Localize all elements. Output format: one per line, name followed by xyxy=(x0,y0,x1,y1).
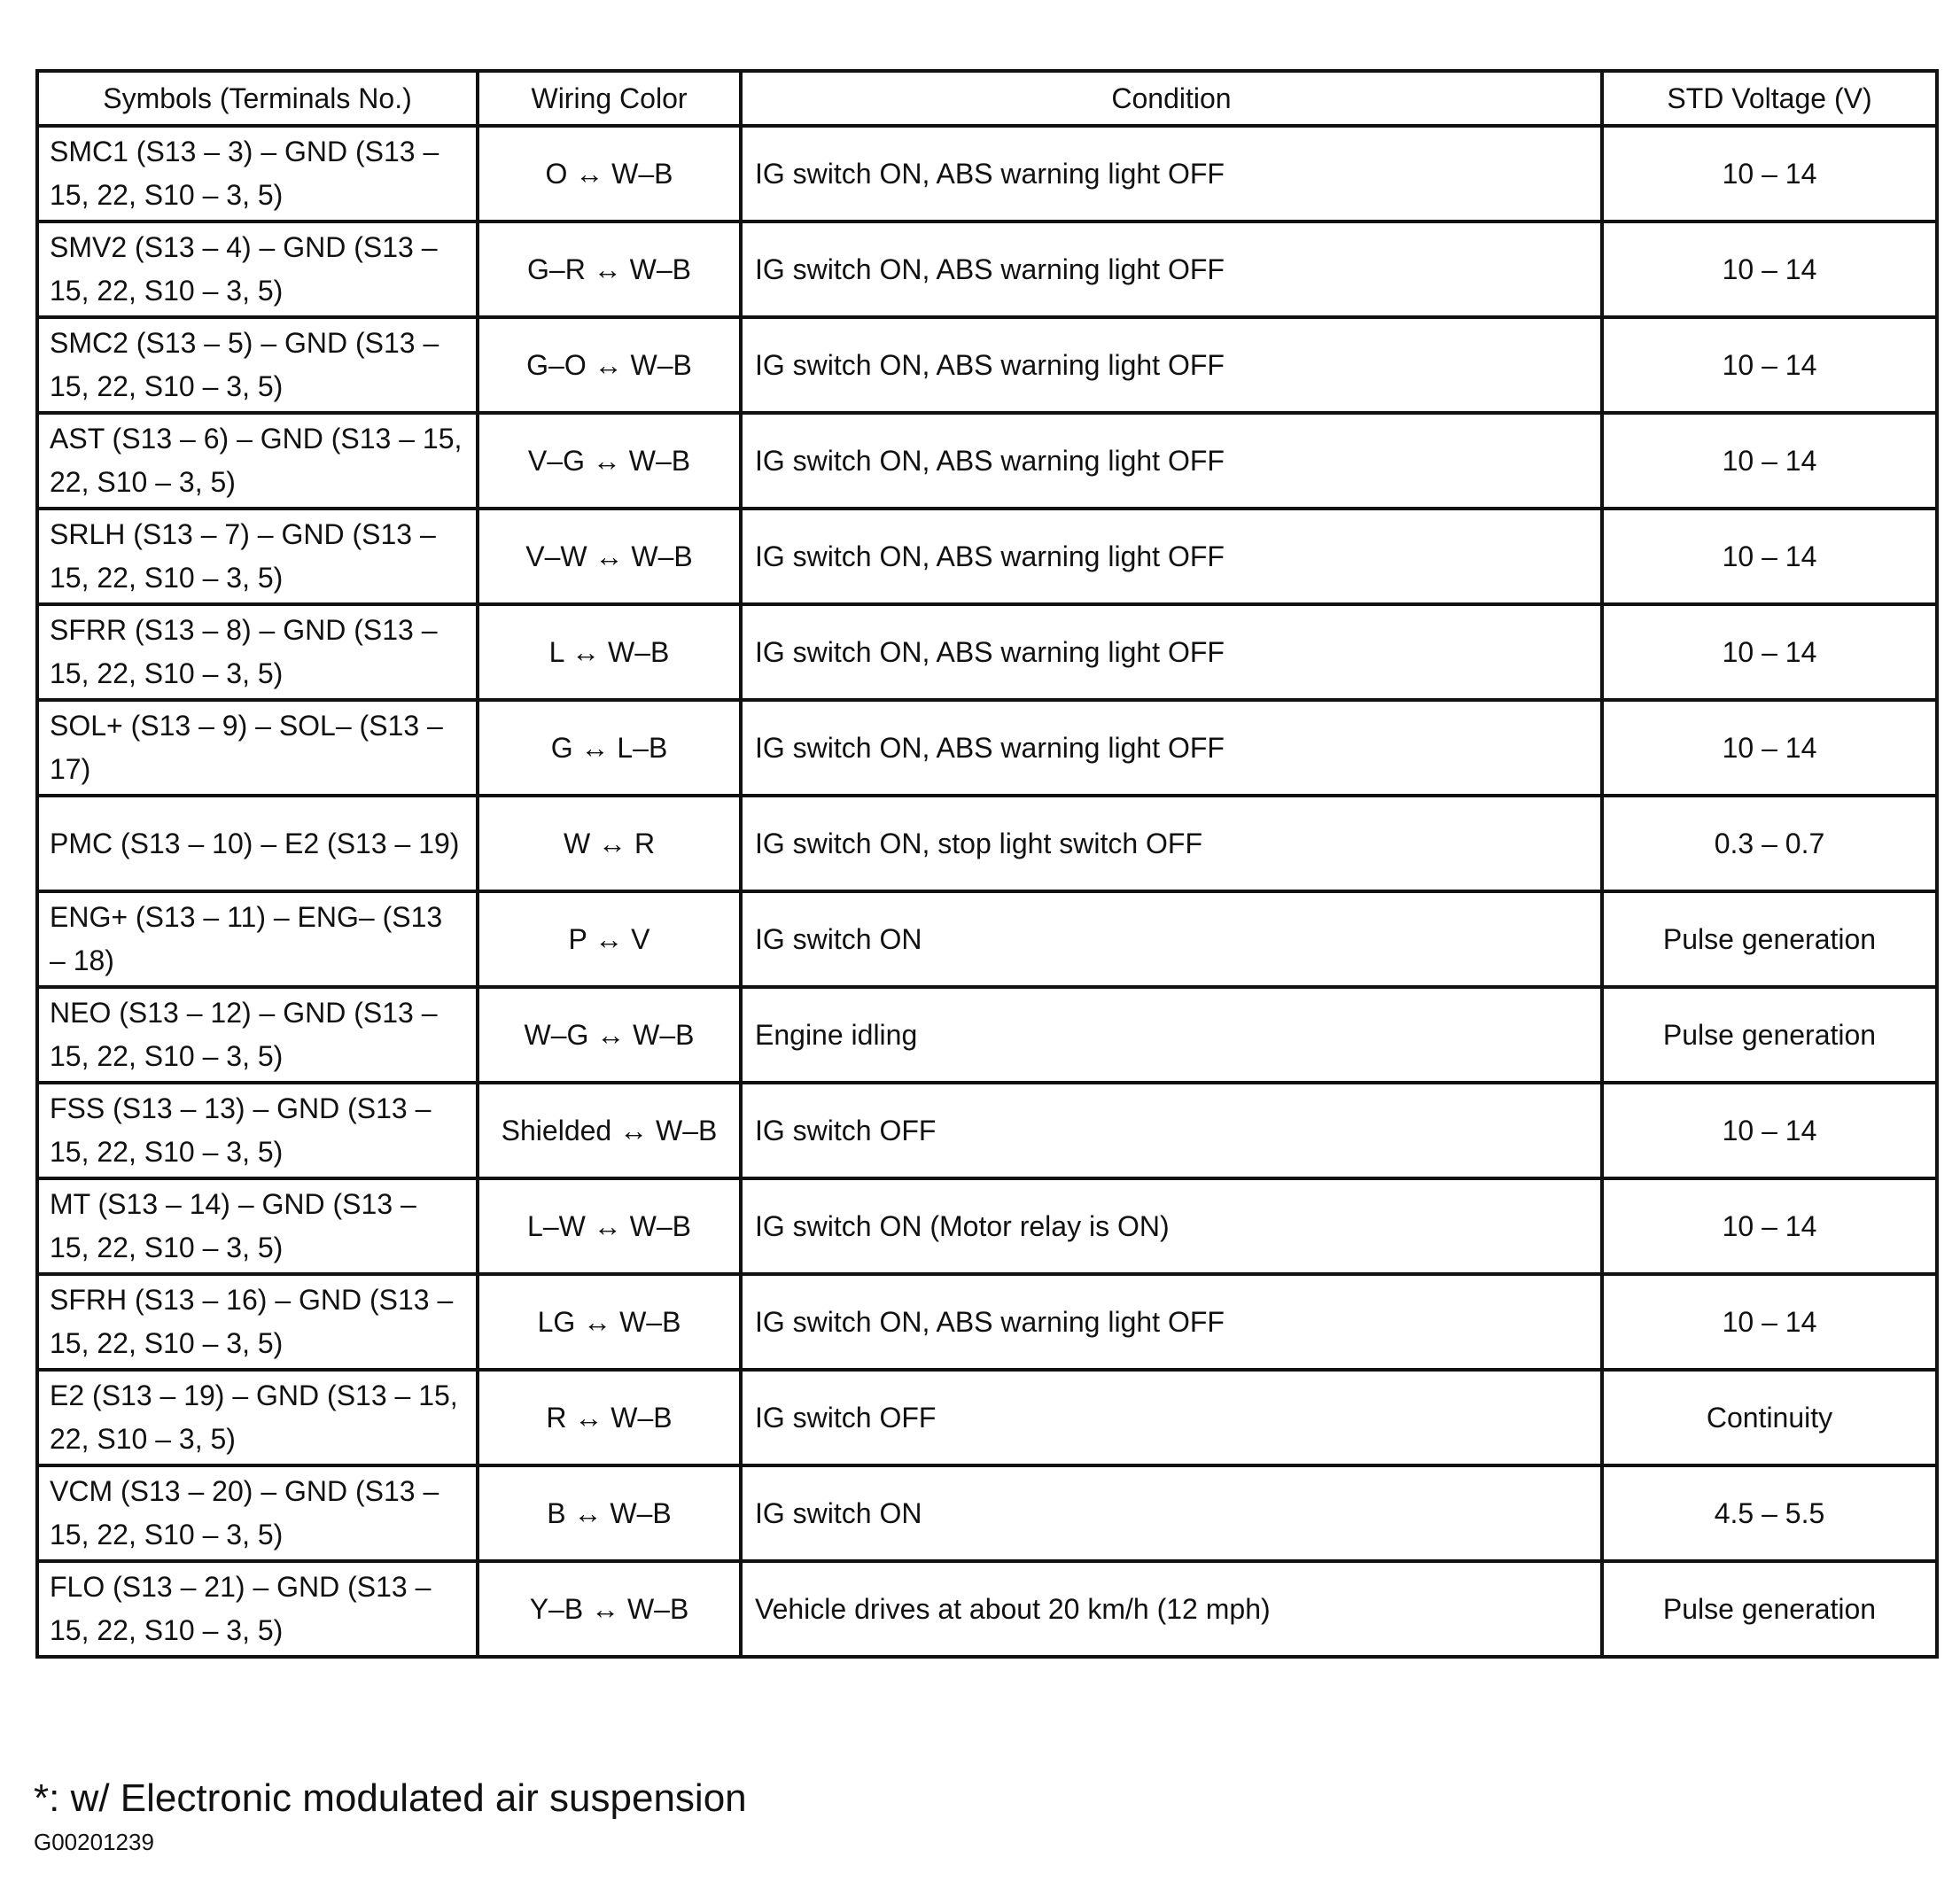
cell-wiring-color: R ↔ W–B xyxy=(478,1370,741,1465)
cell-wiring-color: V–W ↔ W–B xyxy=(478,509,741,604)
cell-wiring-color: G ↔ L–B xyxy=(478,700,741,796)
table-row xyxy=(37,1561,1937,1657)
table-row xyxy=(37,1178,1937,1274)
header-row xyxy=(37,71,1937,126)
cell-symbols: SFRR (S13 – 8) – GND (S13 – 15, 22, S10 – 3, 5) xyxy=(37,604,478,700)
cell-condition: Engine idling xyxy=(741,987,1602,1083)
table-row xyxy=(37,221,1937,317)
cell-condition: Vehicle drives at about 20 km/h (12 mph) xyxy=(741,1561,1602,1657)
cell-symbols: SMC2 (S13 – 5) – GND (S13 – 15, 22, S10 – 3, 5) xyxy=(37,317,478,413)
cell-std-voltage: 10 – 14 xyxy=(1602,1083,1937,1178)
cell-symbols: FLO (S13 – 21) – GND (S13 – 15, 22, S10 – 3, 5) xyxy=(37,1561,478,1657)
cell-symbols: FSS (S13 – 13) – GND (S13 – 15, 22, S10 – 3, 5) xyxy=(37,1083,478,1178)
table-row xyxy=(37,987,1937,1083)
cell-condition: IG switch ON, ABS warning light OFF xyxy=(741,700,1602,796)
cell-std-voltage: 10 – 14 xyxy=(1602,126,1937,221)
table-row xyxy=(37,1274,1937,1370)
header-condition: Condition xyxy=(741,71,1602,126)
table-row xyxy=(37,700,1937,796)
cell-wiring-color: W–G ↔ W–B xyxy=(478,987,741,1083)
cell-std-voltage: Pulse generation xyxy=(1602,891,1937,987)
table-header xyxy=(37,71,1937,126)
cell-symbols: VCM (S13 – 20) – GND (S13 – 15, 22, S10 – 3, 5) xyxy=(37,1465,478,1561)
cell-condition: IG switch ON xyxy=(741,891,1602,987)
table-row xyxy=(37,1370,1937,1465)
cell-wiring-color: LG ↔ W–B xyxy=(478,1274,741,1370)
header-std-voltage: STD Voltage (V) xyxy=(1602,71,1937,126)
cell-condition: IG switch ON, ABS warning light OFF xyxy=(741,221,1602,317)
table-row xyxy=(37,413,1937,509)
cell-wiring-color: Shielded ↔ W–B xyxy=(478,1083,741,1178)
header-symbols: Symbols (Terminals No.) xyxy=(37,71,478,126)
cell-symbols: PMC (S13 – 10) – E2 (S13 – 19) xyxy=(37,796,478,891)
cell-condition: IG switch ON (Motor relay is ON) xyxy=(741,1178,1602,1274)
cell-condition: IG switch ON, ABS warning light OFF xyxy=(741,317,1602,413)
table-row xyxy=(37,1465,1937,1561)
table-body xyxy=(37,126,1937,1657)
table-row xyxy=(37,1083,1937,1178)
cell-std-voltage: 10 – 14 xyxy=(1602,1178,1937,1274)
cell-wiring-color: G–R ↔ W–B xyxy=(478,221,741,317)
cell-symbols: ENG+ (S13 – 11) – ENG– (S13 – 18) xyxy=(37,891,478,987)
header-wiring-color: Wiring Color xyxy=(478,71,741,126)
figure-id: G00201239 xyxy=(34,1829,154,1855)
cell-std-voltage: 4.5 – 5.5 xyxy=(1602,1465,1937,1561)
cell-std-voltage: 0.3 – 0.7 xyxy=(1602,796,1937,891)
cell-symbols: MT (S13 – 14) – GND (S13 – 15, 22, S10 – 3, 5) xyxy=(37,1178,478,1274)
cell-condition: IG switch ON xyxy=(741,1465,1602,1561)
table-row xyxy=(37,126,1937,221)
cell-symbols: SMV2 (S13 – 4) – GND (S13 – 15, 22, S10 – 3, 5) xyxy=(37,221,478,317)
cell-condition: IG switch ON, ABS warning light OFF xyxy=(741,509,1602,604)
cell-std-voltage: 10 – 14 xyxy=(1602,317,1937,413)
cell-std-voltage: Pulse generation xyxy=(1602,987,1937,1083)
table-row xyxy=(37,317,1937,413)
footnote: *: w/ Electronic modulated air suspension xyxy=(34,1776,747,1820)
cell-condition: IG switch ON, ABS warning light OFF xyxy=(741,413,1602,509)
cell-std-voltage: 10 – 14 xyxy=(1602,509,1937,604)
cell-std-voltage: 10 – 14 xyxy=(1602,413,1937,509)
cell-symbols: NEO (S13 – 12) – GND (S13 – 15, 22, S10 – 3, 5) xyxy=(37,987,478,1083)
cell-condition: IG switch ON, ABS warning light OFF xyxy=(741,604,1602,700)
cell-wiring-color: O ↔ W–B xyxy=(478,126,741,221)
cell-std-voltage: 10 – 14 xyxy=(1602,1274,1937,1370)
terminal-voltage-table-container xyxy=(35,69,1935,1659)
cell-condition: IG switch OFF xyxy=(741,1370,1602,1465)
cell-symbols: AST (S13 – 6) – GND (S13 – 15, 22, S10 – 3, 5) xyxy=(37,413,478,509)
cell-wiring-color: Y–B ↔ W–B xyxy=(478,1561,741,1657)
cell-wiring-color: B ↔ W–B xyxy=(478,1465,741,1561)
cell-condition: IG switch OFF xyxy=(741,1083,1602,1178)
cell-symbols: SOL+ (S13 – 9) – SOL– (S13 – 17) xyxy=(37,700,478,796)
cell-condition: IG switch ON, ABS warning light OFF xyxy=(741,1274,1602,1370)
cell-std-voltage: Pulse generation xyxy=(1602,1561,1937,1657)
cell-wiring-color: L–W ↔ W–B xyxy=(478,1178,741,1274)
cell-std-voltage: 10 – 14 xyxy=(1602,700,1937,796)
table-row xyxy=(37,796,1937,891)
cell-wiring-color: L ↔ W–B xyxy=(478,604,741,700)
cell-wiring-color: V–G ↔ W–B xyxy=(478,413,741,509)
cell-condition: IG switch ON, stop light switch OFF xyxy=(741,796,1602,891)
cell-wiring-color: W ↔ R xyxy=(478,796,741,891)
cell-std-voltage: 10 – 14 xyxy=(1602,221,1937,317)
table-row xyxy=(37,604,1937,700)
cell-wiring-color: G–O ↔ W–B xyxy=(478,317,741,413)
cell-std-voltage: Continuity xyxy=(1602,1370,1937,1465)
table-row xyxy=(37,509,1937,604)
terminal-voltage-table xyxy=(35,69,1939,1659)
cell-symbols: E2 (S13 – 19) – GND (S13 – 15, 22, S10 – 3, 5) xyxy=(37,1370,478,1465)
cell-condition: IG switch ON, ABS warning light OFF xyxy=(741,126,1602,221)
cell-symbols: SRLH (S13 – 7) – GND (S13 – 15, 22, S10 – 3, 5) xyxy=(37,509,478,604)
cell-symbols: SFRH (S13 – 16) – GND (S13 – 15, 22, S10 – 3, 5) xyxy=(37,1274,478,1370)
cell-std-voltage: 10 – 14 xyxy=(1602,604,1937,700)
cell-symbols: SMC1 (S13 – 3) – GND (S13 – 15, 22, S10 – 3, 5) xyxy=(37,126,478,221)
table-row xyxy=(37,891,1937,987)
cell-wiring-color: P ↔ V xyxy=(478,891,741,987)
